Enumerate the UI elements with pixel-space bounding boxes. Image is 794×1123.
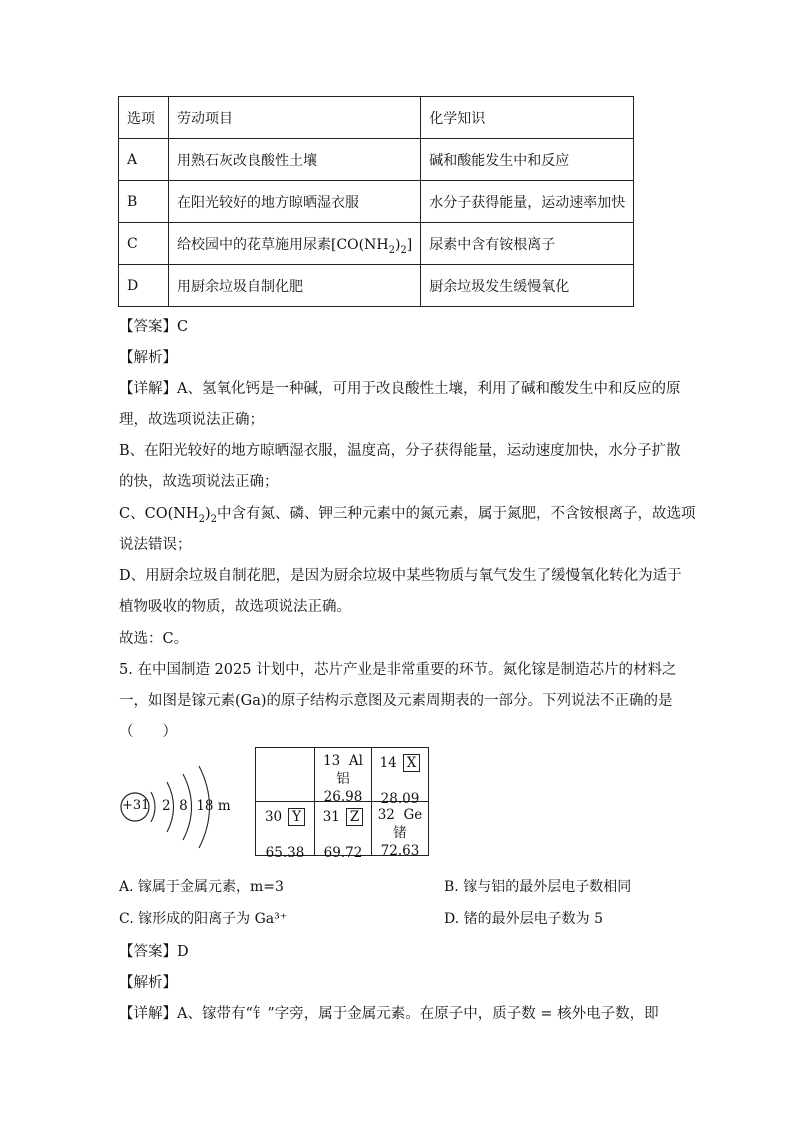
element-symbol: Ge	[403, 807, 423, 823]
row-knowledge: 水分子获得能量，运动速率加快	[421, 181, 634, 223]
element-cell-y	[256, 802, 315, 861]
q5-answer: 【答案】D	[119, 944, 189, 960]
row-item: 在阳光较好的地方晾晒湿衣服	[169, 181, 421, 223]
row-option: B	[119, 181, 169, 223]
c-text: )	[204, 506, 211, 522]
row-item: 用厨余垃圾自制化肥	[169, 265, 421, 307]
subscript: 2	[210, 513, 217, 525]
element-cell-z	[315, 802, 372, 861]
item-text: 给校园中的花草施用尿素[CO(NH	[177, 236, 389, 253]
table-row	[119, 139, 634, 181]
q4-option-d-line: D、用厨余垃圾自制花肥，是因为厨余垃圾中某些物质与氧气发生了缓慢氧化转化为适于	[119, 568, 682, 584]
q4-choice: 故选：C。	[119, 631, 189, 647]
element-cell-x	[372, 748, 429, 807]
q5-option-c: C. 镓形成的阳离子为 Ga³⁺	[119, 911, 288, 927]
q4-detail-line: 【详解】A、氢氧化钙是一种碱，可用于改良酸性土壤，利用了碱和酸发生中和反应的原	[119, 381, 681, 397]
row-knowledge: 碱和酸能发生中和反应	[421, 139, 634, 181]
q4-detail-line: 理，故选项说法正确；	[119, 412, 264, 428]
q4-option-b-line: B、在阳光较好的地方晾晒湿衣服，温度高，分子获得能量，运动速度加快，水分子扩散	[119, 443, 681, 459]
periodic-table-fragment	[255, 747, 429, 861]
atomic-number: 32	[377, 807, 395, 823]
q5-option-a: A. 镓属于金属元素，m=3	[119, 879, 284, 895]
q4-option-d-line: 植物吸收的物质，故选项说法正确。	[119, 599, 351, 615]
q5-detail-line: 【详解】A、镓带有“钅”字旁，属于金属元素。在原子中，质子数 = 核外电子数，即	[119, 1006, 659, 1022]
q4-analysis-heading: 【解析】	[119, 350, 177, 366]
subscript: 2	[198, 513, 205, 525]
options-table	[118, 96, 634, 307]
item-text: )	[394, 236, 401, 253]
header-labor-item: 劳动项目	[169, 97, 421, 139]
q4-option-c-line	[119, 502, 696, 523]
unknown-element-box: X	[403, 754, 421, 772]
subscript: 2	[388, 244, 395, 256]
atomic-mass: 28.09	[380, 791, 420, 807]
shell-electron-counts: 2 8 18 m	[162, 798, 231, 814]
row-item	[169, 223, 421, 265]
nucleus-charge: +31	[122, 798, 150, 813]
q5-stem-line: 一，如图是镓元素(Ga)的原子结构示意图及元素周期表的一部分。下列说法不正确的是	[119, 693, 673, 709]
q5-stem-line: 5. 在中国制造 2025 计划中，芯片产业是非常重要的环节。氮化镓是制造芯片的材料之	[119, 662, 677, 678]
atomic-number: 31	[322, 809, 340, 825]
atomic-number: 30	[264, 809, 283, 825]
table-header-row	[119, 97, 634, 139]
element-cell-al	[315, 748, 372, 805]
c-text: 中含有氮、磷、钾三种元素中的氮元素，属于氮肥，不含铵根离子，故选项	[217, 506, 696, 522]
atomic-mass: 72.63	[380, 843, 420, 859]
q4-option-c-line: 说法错误；	[119, 537, 192, 553]
atom-structure-diagram	[118, 760, 248, 850]
row-knowledge: 尿素中含有铵根离子	[421, 223, 634, 265]
row-option: D	[119, 265, 169, 307]
row-option: A	[119, 139, 169, 181]
unknown-element-box: Z	[346, 808, 363, 826]
item-text: ]	[406, 236, 413, 253]
subscript: 2	[400, 244, 407, 256]
atomic-mass: 65.38	[265, 845, 305, 861]
table-row	[119, 223, 634, 265]
header-option: 选项	[119, 97, 169, 139]
q5-option-d: D. 锗的最外层电子数为 5	[444, 911, 603, 927]
q4-answer: 【答案】C	[119, 319, 189, 335]
unknown-element-box: Y	[288, 808, 305, 826]
atomic-mass: 69.72	[323, 845, 363, 861]
table-row	[119, 265, 634, 307]
q4-option-b-line: 的快，故选项说法正确；	[119, 474, 279, 490]
q5-stem-bracket: （ ）	[119, 724, 177, 740]
empty-cell	[256, 748, 315, 802]
q5-option-b: B. 镓与铝的最外层电子数相同	[444, 879, 632, 895]
row-item: 用熟石灰改良酸性土壤	[169, 139, 421, 181]
element-name: 锗	[393, 825, 407, 841]
atomic-mass: 26.98	[323, 789, 363, 805]
atomic-number: 14	[379, 755, 397, 771]
element-symbol: Al	[348, 753, 363, 769]
element-cell-ge	[372, 802, 429, 859]
row-knowledge: 厨余垃圾发生缓慢氧化	[421, 265, 634, 307]
atomic-number: 13	[323, 753, 341, 769]
q5-analysis-heading: 【解析】	[119, 975, 177, 991]
table-row	[119, 181, 634, 223]
element-name: 铝	[336, 771, 350, 787]
header-chem-knowledge: 化学知识	[421, 97, 634, 139]
row-option: C	[119, 223, 169, 265]
c-text: C、CO(NH	[119, 506, 199, 522]
